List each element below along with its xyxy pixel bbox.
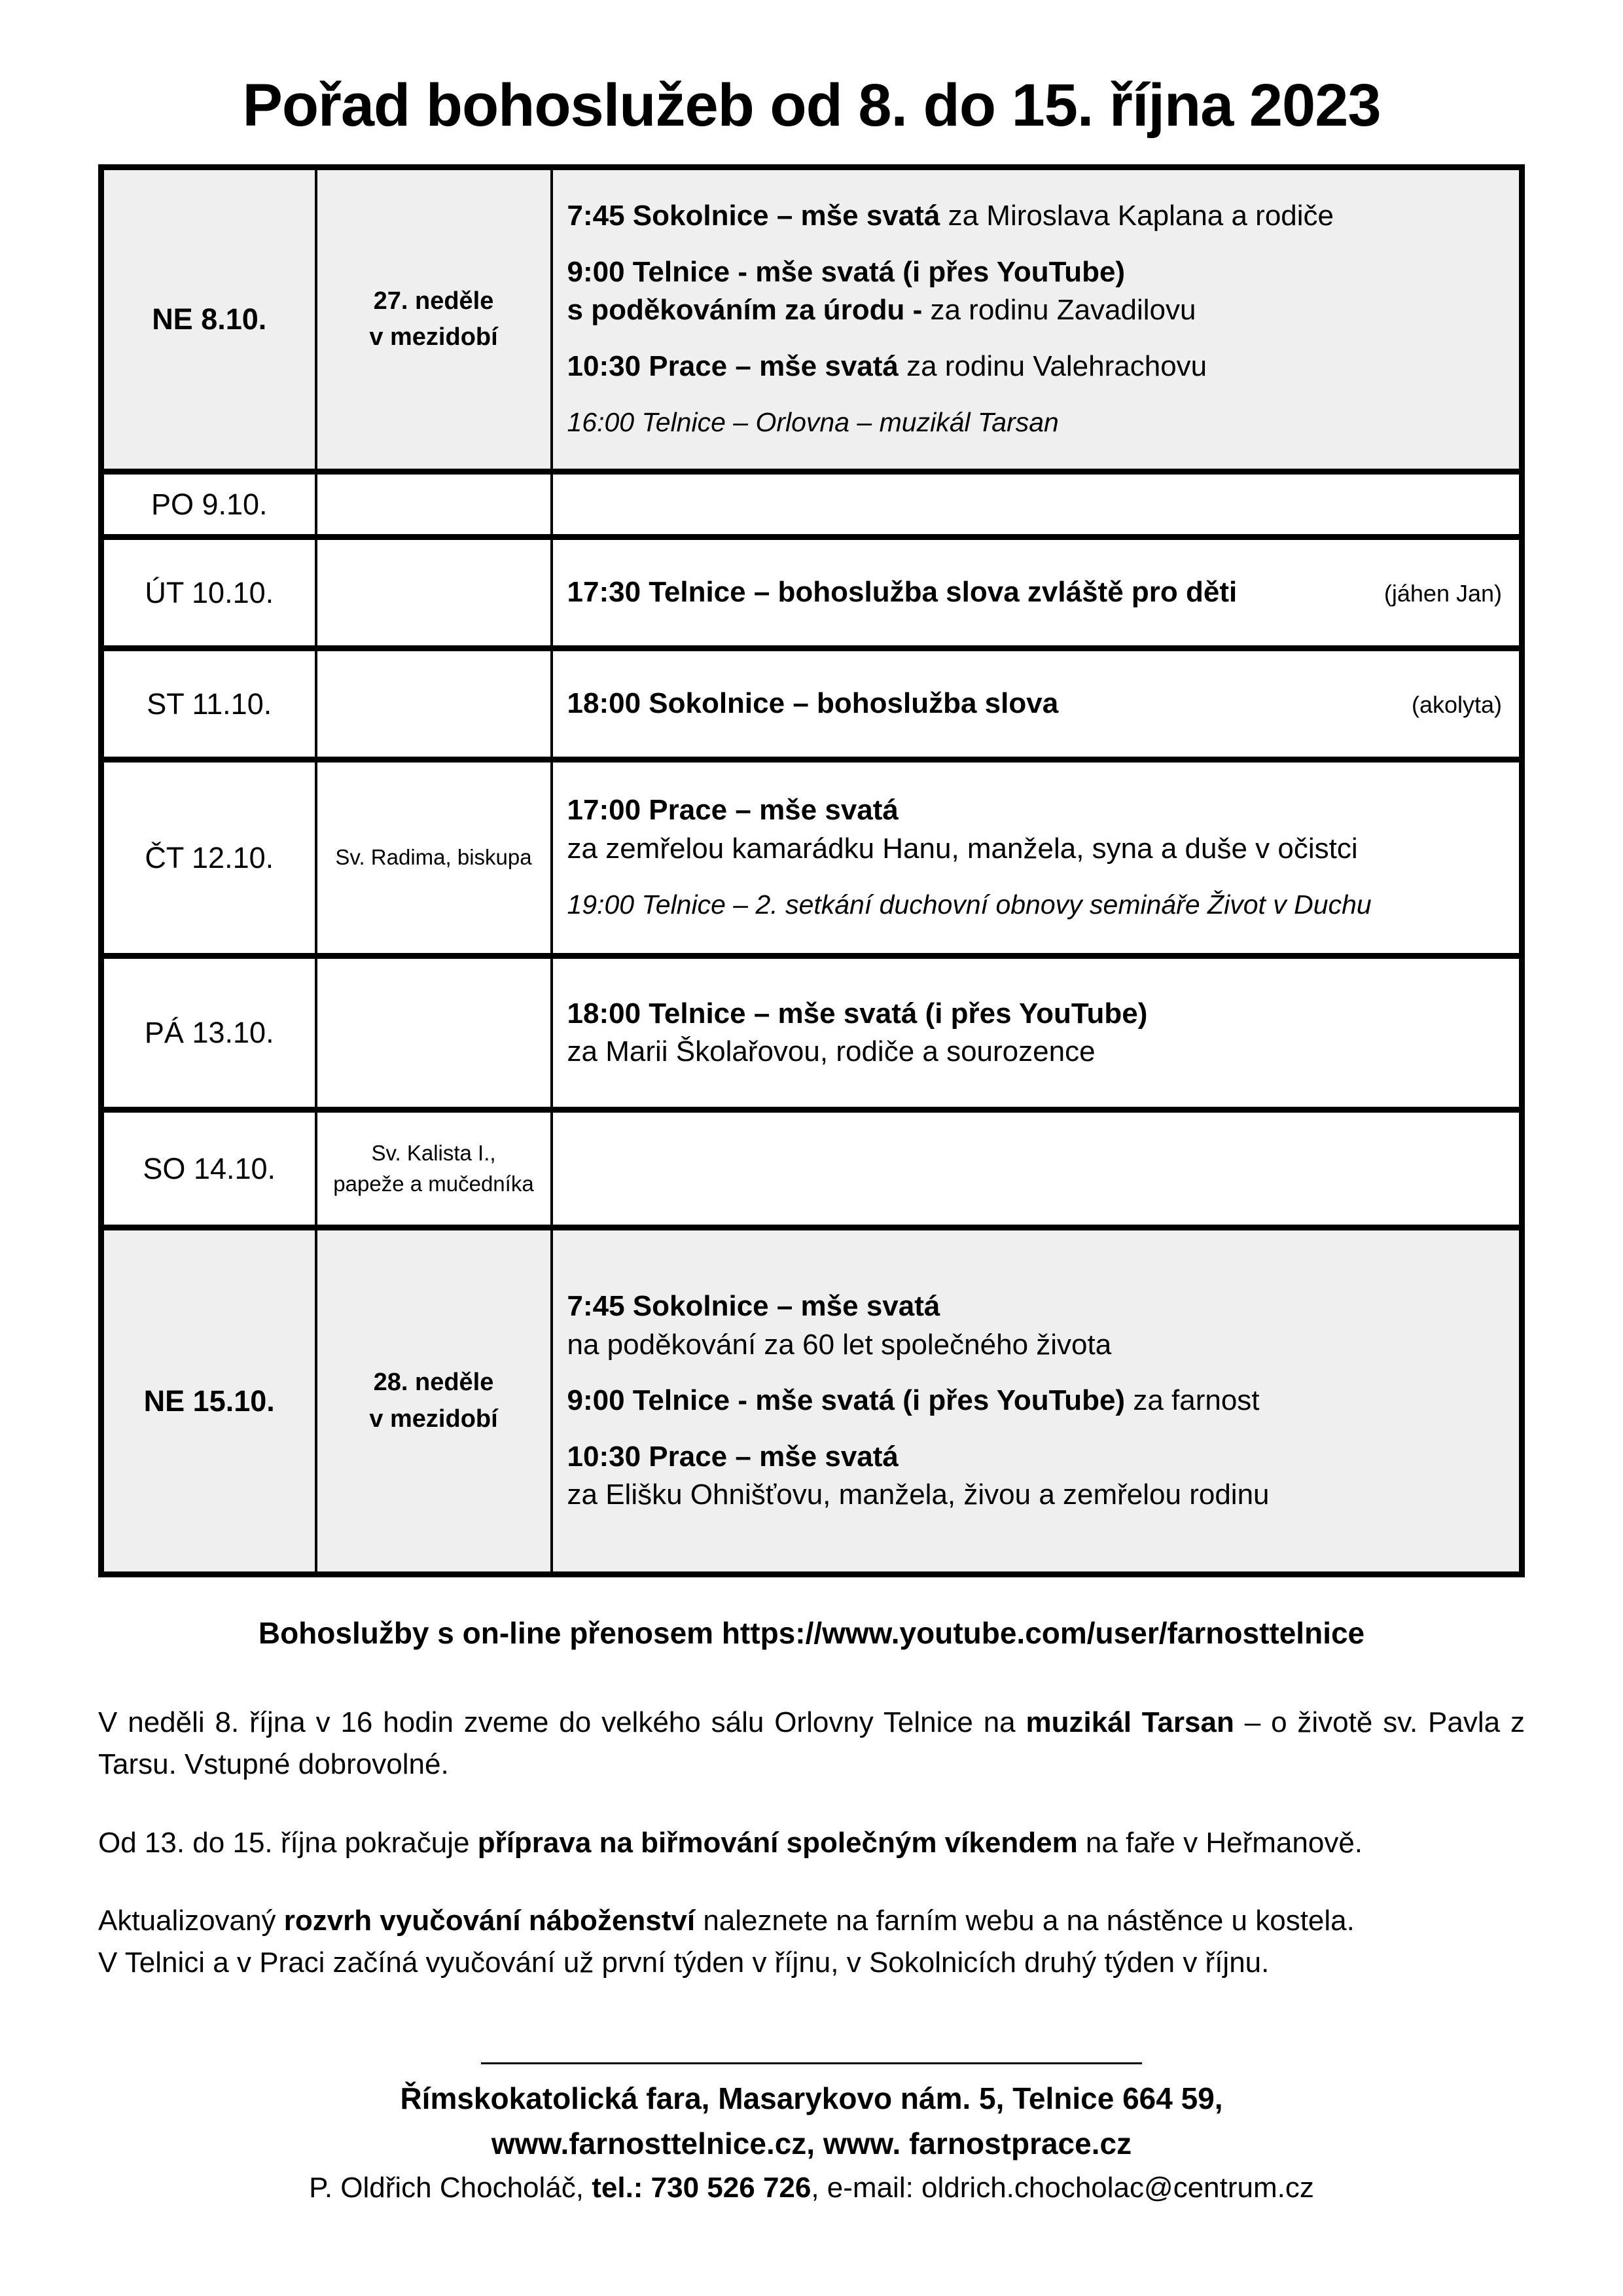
services-cell: [552, 956, 1522, 1110]
day-cell: ÚT 10.10.: [101, 537, 316, 649]
footer-websites: www.farnosttelnice.cz, www. farnostprace.cz: [491, 2126, 1132, 2161]
service-text: [567, 406, 1059, 438]
service-line: [567, 291, 1503, 330]
text-segment: rozvrh vyučování náboženství: [283, 1905, 696, 1937]
day-cell: NE 8.10.: [101, 168, 316, 472]
day-cell: PÁ 13.10.: [101, 956, 316, 1110]
feast-cell: Sv. Kalista I., papeže a mučedníka: [316, 1110, 552, 1228]
service-text: [567, 1290, 940, 1322]
service-text: [567, 997, 1148, 1030]
feast-cell: Sv. Radima, biskupa: [316, 760, 552, 956]
table-row: [101, 1228, 1522, 1575]
service-text: [567, 1329, 1112, 1361]
table-row: [101, 1110, 1522, 1228]
table-row: [101, 649, 1522, 760]
day-cell: PO 9.10.: [101, 472, 316, 537]
service-line: [567, 573, 1503, 612]
text-segment: na poděkování za 60 let společného života: [567, 1328, 1112, 1361]
day-cell: ST 11.10.: [101, 649, 316, 760]
service-text: [567, 1479, 1270, 1511]
table-row: [101, 168, 1522, 472]
text-segment: 7:45 Sokolnice – mše svatá: [567, 200, 940, 232]
service-entry: [567, 348, 1503, 386]
text-segment: na faře v Heřmanově.: [1077, 1826, 1363, 1859]
service-text: [567, 294, 1196, 326]
day-cell: ČT 12.10.: [101, 760, 316, 956]
text-segment: Aktualizovaný: [98, 1905, 284, 1937]
service-text: [567, 1035, 1096, 1067]
announcements-section: [98, 1702, 1525, 1984]
announcement-paragraph: [98, 1822, 1525, 1864]
text-segment: tel.: 730 526 726: [592, 2172, 812, 2204]
page-title: Pořad bohoslužeb od 8. do 15. října 2023: [242, 72, 1381, 139]
service-line: [567, 348, 1503, 386]
service-text: [567, 256, 1126, 288]
services-cell: [552, 1228, 1522, 1575]
service-entry: [567, 197, 1503, 236]
text-segment: 10:30 Prace – mše svatá: [567, 1440, 899, 1473]
services-cell: [552, 649, 1522, 760]
service-text: [567, 685, 1059, 723]
text-segment: 17:30 Telnice – bohoslužba slova zvláště pro děti: [567, 576, 1238, 609]
table-row: [101, 537, 1522, 649]
service-line: [567, 197, 1503, 236]
text-segment: muzikál Tarsan: [1026, 1706, 1234, 1739]
service-text: [567, 794, 899, 826]
text-segment: 9:00 Telnice - mše svatá (i přes YouTube): [567, 255, 1126, 288]
service-entry: [567, 1382, 1503, 1420]
services-cell: [552, 760, 1522, 956]
service-line: [567, 253, 1503, 292]
text-segment: 18:00 Telnice – mše svatá (i přes YouTube): [567, 997, 1148, 1030]
text-segment: za Elišku Ohnišťovu, manžela, živou a zemřelou rodinu: [567, 1479, 1270, 1511]
minister-note: (akolyta): [1411, 691, 1502, 719]
text-segment: 16:00 Telnice – Orlovna – muzikál Tarsan: [567, 407, 1059, 438]
text-segment: za Miroslava Kaplana a rodiče: [940, 200, 1334, 232]
footer-address: Římskokatolická fara, Masarykovo nám. 5, Telnice 664 59,: [400, 2081, 1223, 2116]
feast-cell: [316, 472, 552, 537]
text-segment: 18:00 Sokolnice – bohoslužba slova: [567, 687, 1059, 720]
feast-cell: 28. neděle v mezidobí: [316, 1228, 552, 1575]
service-line: [567, 1438, 1503, 1477]
service-line: [567, 1326, 1503, 1365]
service-line: [567, 830, 1503, 869]
service-text: [567, 1441, 899, 1473]
schedule-table: [98, 164, 1525, 1577]
feast-cell: [316, 649, 552, 760]
service-line: [567, 1382, 1503, 1420]
text-segment: 10:30 Prace – mše svatá: [567, 350, 899, 382]
service-line: [567, 1033, 1503, 1071]
text-segment: za zemřelou kamarádku Hanu, manžela, syna a duše v očistci: [567, 832, 1358, 865]
table-row: [101, 956, 1522, 1110]
footer: [98, 2062, 1525, 2210]
text-segment: za farnost: [1125, 1384, 1260, 1417]
table-row: [101, 472, 1522, 537]
service-text: [567, 350, 1207, 382]
service-entry: [567, 1438, 1503, 1515]
text-segment: za rodinu Zavadilovu: [930, 294, 1196, 327]
service-entry: [567, 995, 1503, 1071]
service-entry: [567, 253, 1503, 330]
service-text: [567, 573, 1238, 612]
service-line: [567, 995, 1503, 1033]
feast-cell: 27. neděle v mezidobí: [316, 168, 552, 472]
service-text: [567, 888, 1372, 920]
services-cell: [552, 1110, 1522, 1228]
feast-cell: [316, 537, 552, 649]
service-text: [567, 833, 1358, 865]
service-line: [567, 791, 1503, 830]
feast-cell: [316, 956, 552, 1110]
service-line: [567, 1476, 1503, 1515]
text-segment: – o životě sv. Pavla z Tarsu. Vstupné dobrovolné.: [98, 1706, 1525, 1780]
service-line: [567, 685, 1503, 723]
services-cell: [552, 168, 1522, 472]
text-segment: za rodinu Valehrachovu: [898, 350, 1207, 382]
text-segment: příprava na biřmování společným víkendem: [477, 1826, 1078, 1859]
service-line: [567, 403, 1503, 442]
text-segment: naleznete na farním webu a na nástěnce u kostela. V Telnici a v Praci začíná vyučování už první týden v říjnu, v Sokolnicích druhý týden v říjnu.: [98, 1905, 1355, 1979]
footer-divider: [481, 2062, 1142, 2064]
announcement-paragraph: [98, 1702, 1525, 1785]
text-segment: 9:00 Telnice - mše svatá (i přes YouTube): [567, 1384, 1126, 1417]
text-segment: s poděkováním za úrodu -: [567, 294, 931, 327]
service-line: [567, 1287, 1503, 1326]
text-segment: 19:00 Telnice – 2. setkání duchovní obnovy semináře Život v Duchu: [567, 889, 1372, 920]
text-segment: V neděli 8. října v 16 hodin zveme do velkého sálu Orlovny Telnice na: [98, 1706, 1026, 1739]
service-text: [567, 1384, 1260, 1416]
footer-contact: [98, 2166, 1525, 2210]
minister-note: (jáhen Jan): [1383, 580, 1502, 607]
table-row: [101, 760, 1522, 956]
text-segment: za Marii Školařovou, rodiče a sourozence: [567, 1035, 1096, 1068]
service-entry: [567, 886, 1503, 924]
service-entry: [567, 685, 1503, 723]
text-segment: , e-mail: oldrich.chocholac@centrum.cz: [811, 2172, 1314, 2204]
text-segment: P. Oldřich Chocholáč,: [309, 2172, 592, 2204]
service-entry: [567, 1287, 1503, 1364]
day-cell: SO 14.10.: [101, 1110, 316, 1228]
text-segment: Od 13. do 15. října pokračuje: [98, 1826, 478, 1859]
service-text: [567, 200, 1334, 232]
day-cell: NE 15.10.: [101, 1228, 316, 1575]
services-cell: [552, 472, 1522, 537]
service-entry: [567, 791, 1503, 868]
services-cell: [552, 537, 1522, 649]
service-entry: [567, 573, 1503, 612]
service-entry: [567, 403, 1503, 442]
online-note: Bohoslužby s on-line přenosem https://www.youtube.com/user/farnosttelnice: [258, 1616, 1365, 1651]
text-segment: 17:00 Prace – mše svatá: [567, 794, 899, 827]
announcement-paragraph: [98, 1900, 1525, 1984]
text-segment: 7:45 Sokolnice – mše svatá: [567, 1290, 940, 1323]
service-line: [567, 886, 1503, 924]
